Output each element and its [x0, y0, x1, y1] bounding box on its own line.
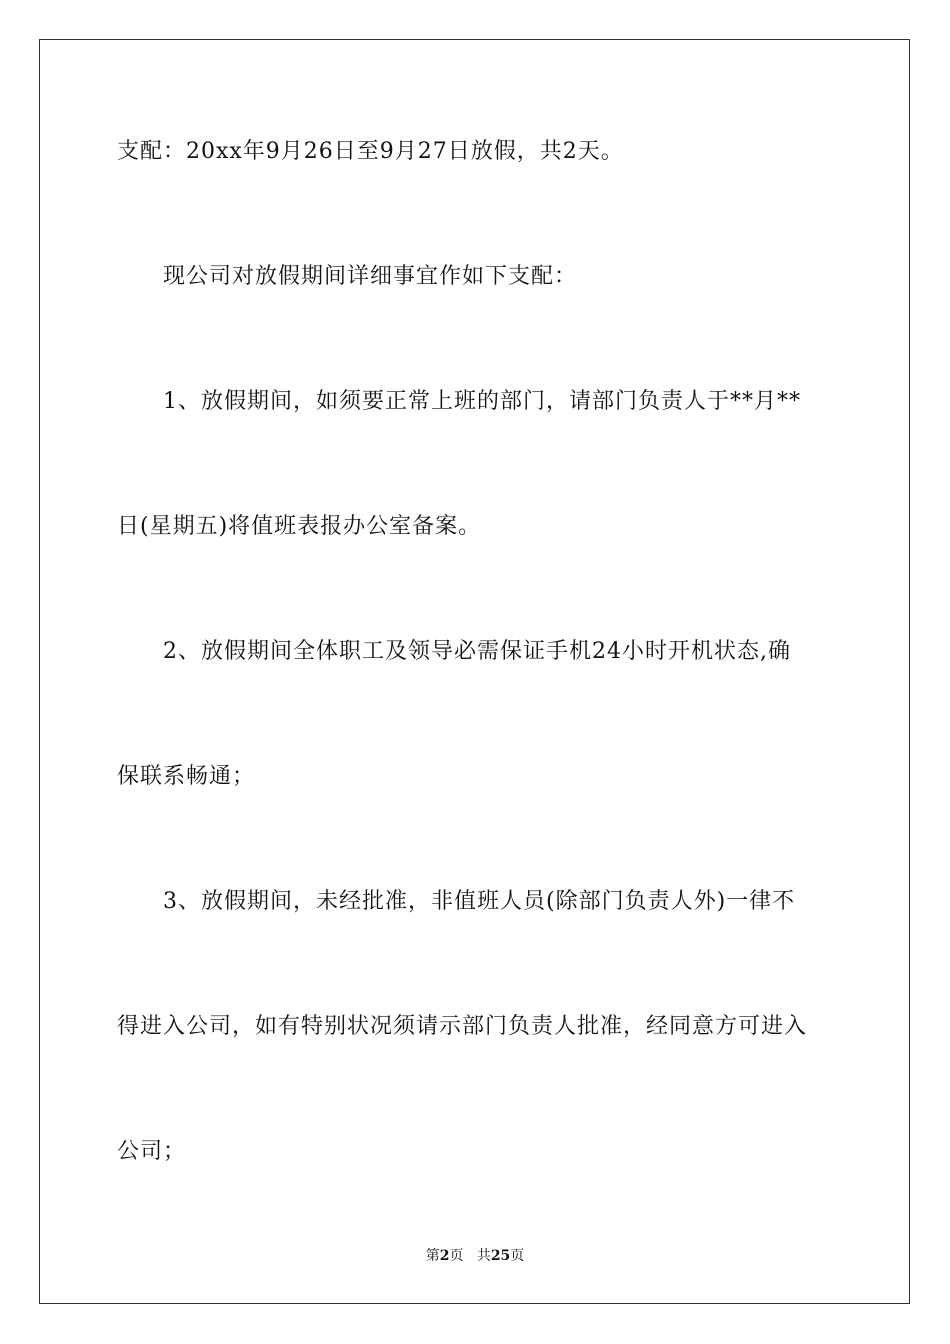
- text-line-item-2: 2、放假期间全体职工及领导必需保证手机24小时开机状态,确: [163, 639, 791, 664]
- page-number: 2: [439, 1248, 450, 1264]
- text-line-item-3-end: 公司；: [117, 1139, 187, 1164]
- text-line-item-1-cont: 日(星期五)将值班表报办公室备案。: [117, 514, 482, 539]
- text-line-item-3-cont: 得进入公司，如有特别状况须请示部门负责人批准，经同意方可进入: [117, 1014, 808, 1039]
- page-footer: [0, 1247, 950, 1265]
- text-line-item-3: 3、放假期间，未经批准，非值班人员(除部门负责人外)一律不: [163, 889, 796, 914]
- total-pages: 25: [490, 1248, 511, 1264]
- total-prefix: 共: [476, 1248, 491, 1264]
- page-prefix: 第: [425, 1248, 440, 1264]
- text-line-intro: 现公司对放假期间详细事宜作如下支配：: [163, 264, 578, 289]
- text-line-item-2-cont: 保联系畅通；: [117, 764, 256, 789]
- text-line-item-1: 1、放假期间，如须要正常上班的部门，请部门负责人于**月**: [163, 389, 801, 414]
- total-suffix: 页: [510, 1248, 525, 1264]
- page-border: [39, 39, 910, 1304]
- text-line-schedule: 支配：20xx年9月26日至9月27日放假，共2天。: [117, 139, 624, 164]
- page-suffix: 页: [449, 1248, 464, 1264]
